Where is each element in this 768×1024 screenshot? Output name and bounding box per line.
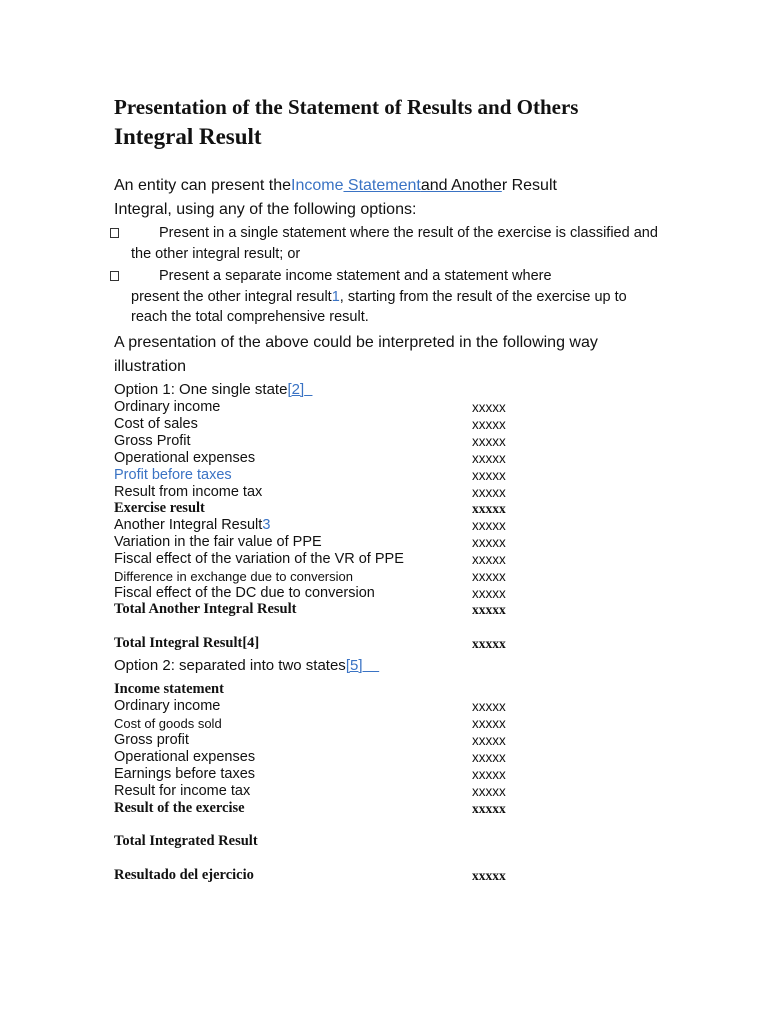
row-value: xxxxx (472, 733, 506, 748)
row-value: xxxxx (472, 501, 506, 516)
bullet-box-icon (110, 271, 119, 281)
row-label: Total Integral Result[4] (114, 635, 260, 651)
total-integrated-row (114, 833, 514, 850)
bullet-2-text-b: , starting from the result of the exercise up to (339, 289, 627, 305)
row-value: xxxxx (472, 535, 506, 550)
row-value: xxxxx (472, 767, 506, 782)
table-row (114, 568, 514, 585)
option-1-label (114, 381, 312, 399)
footnote-ref-2[interactable]: [2] (287, 381, 305, 398)
row-label: Cost of sales (114, 416, 198, 432)
table-row (114, 601, 514, 618)
row-value: xxxxx (472, 586, 506, 601)
income-statement-heading (114, 681, 514, 698)
option-2-label (114, 657, 379, 675)
row-value: xxxxx (472, 750, 506, 765)
page-title (114, 92, 674, 152)
bullet-2-line-1: Present a separate income statement and a statement where (159, 268, 552, 284)
row-value: xxxxx (472, 451, 506, 466)
row-label (114, 517, 270, 534)
row-label: Gross Profit (114, 433, 191, 449)
option-2-text: Option 2: separated into two states (114, 657, 346, 674)
row-label: Difference in exchange due to conversion (114, 569, 353, 584)
bullet-2-text-a: present the other integral result (131, 289, 332, 305)
row-label: Ordinary income (114, 698, 221, 714)
row-label: Fiscal effect of the DC due to conversion (114, 585, 375, 601)
table-row (114, 783, 514, 800)
row-value: xxxxx (472, 400, 506, 415)
intro-line-1 (114, 174, 557, 198)
table-row (114, 517, 514, 534)
bullet-1-line-2: the other integral result; or (131, 246, 301, 262)
table-row (114, 500, 514, 517)
row-label-text: Another Integral Result (114, 517, 263, 533)
row-label: Fiscal effect of the variation of the VR of PPE (114, 551, 404, 567)
title-line-1: Presentation of the Statement of Results and Others (114, 95, 579, 119)
table-row (114, 732, 514, 749)
row-label: Operational expenses (114, 749, 256, 765)
table-row (114, 766, 514, 783)
table-row (114, 433, 514, 450)
row-value: xxxxx (472, 518, 506, 533)
table-row (114, 800, 514, 817)
row-label: Result of the exercise (114, 800, 245, 816)
row-label: Exercise result (114, 500, 205, 516)
row-label: Operational expenses (114, 450, 256, 466)
table-row (114, 450, 514, 467)
section-heading: Income statement (114, 681, 224, 697)
title-line-2: Integral Result (114, 124, 262, 149)
table-row (114, 635, 514, 652)
ref-underline (363, 657, 380, 674)
intro-lead: An entity can present the (114, 177, 291, 194)
footnote-ref-5[interactable]: [5] (345, 657, 363, 674)
row-label: Result from income tax (114, 484, 263, 500)
row-value: xxxxx (472, 699, 506, 714)
bullet-2-line-3: reach the total comprehensive result. (131, 309, 369, 325)
interpretation-line-1: A presentation of the above could be interpreted in the following way (114, 334, 598, 351)
footnote-ref-1[interactable]: 1 (331, 289, 340, 305)
row-label: Ordinary income (114, 399, 221, 415)
table-row (114, 715, 514, 732)
row-value: xxxxx (472, 636, 506, 651)
table-row (114, 698, 514, 715)
bullet-1-line-1: Present in a single statement where the result of the exercise is classified and (159, 225, 658, 241)
footnote-ref-3[interactable]: 3 (262, 517, 271, 533)
row-label: Resultado del ejercicio (114, 867, 254, 883)
table-row (114, 534, 514, 551)
row-value: xxxxx (472, 468, 506, 483)
row-value: xxxxx (472, 552, 506, 567)
income-link[interactable]: Income (291, 177, 344, 194)
row-label: Earnings before taxes (114, 766, 256, 782)
bullet-2-line-2 (131, 287, 627, 307)
row-value: xxxxx (472, 417, 506, 432)
bullet-box-icon (110, 228, 119, 238)
row-label: Total Another Integral Result (114, 601, 297, 617)
result-text: r Result (501, 177, 557, 194)
statement-link[interactable]: Statement (343, 177, 421, 194)
row-value: xxxxx (472, 784, 506, 799)
row-value: xxxxx (472, 434, 506, 449)
intro-line-2: Integral, using any of the following options: (114, 201, 417, 218)
option-1-text: Option 1: One single state (114, 381, 288, 398)
table-row (114, 467, 514, 484)
row-value: xxxxx (472, 602, 506, 617)
table-row (114, 399, 514, 416)
row-value: xxxxx (472, 485, 506, 500)
row-value: xxxxx (472, 569, 506, 584)
ref-underline (304, 381, 312, 398)
profit-before-taxes-link[interactable]: Profit before taxes (114, 467, 232, 483)
table-row (114, 749, 514, 766)
table-row (114, 551, 514, 568)
row-label: Total Integrated Result (114, 833, 258, 849)
row-value: xxxxx (472, 716, 506, 731)
row-label: Gross profit (114, 732, 189, 748)
table-row (114, 484, 514, 501)
interpretation-line-2: illustration (114, 358, 187, 375)
row-label: Result for income tax (114, 783, 251, 799)
row-value: xxxxx (472, 868, 506, 883)
table-row (114, 585, 514, 602)
table-row (114, 867, 514, 884)
and-another-text: and Anothe (420, 177, 502, 194)
row-label: Variation in the fair value of PPE (114, 534, 322, 550)
row-value: xxxxx (472, 801, 506, 816)
table-row (114, 416, 514, 433)
row-label: Cost of goods sold (114, 716, 222, 731)
